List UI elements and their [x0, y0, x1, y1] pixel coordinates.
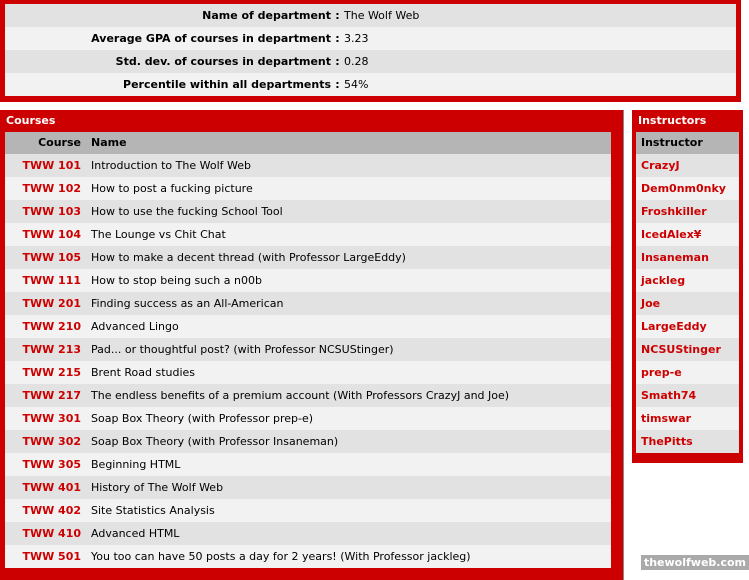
summary-row — [5, 4, 736, 27]
course-row — [5, 407, 611, 430]
course-code-link[interactable]: TWW 102 — [22, 182, 81, 195]
summary-label: Percentile within all departments — [123, 78, 331, 91]
course-code-link[interactable]: TWW 410 — [22, 527, 81, 540]
course-code-link[interactable]: TWW 105 — [22, 251, 81, 264]
course-name: Advanced Lingo — [91, 320, 179, 333]
site-watermark: thewolfweb.com — [641, 555, 749, 570]
summary-value: 54% — [344, 78, 369, 91]
course-code-link[interactable]: TWW 215 — [22, 366, 81, 379]
course-name: How to post a fucking picture — [91, 182, 253, 195]
course-name: Beginning HTML — [91, 458, 181, 471]
summary-separator: : — [335, 78, 340, 91]
instructor-link[interactable]: prep-e — [636, 361, 739, 384]
summary-label: Name of department — [202, 9, 331, 22]
summary-row — [5, 73, 736, 96]
course-row — [5, 499, 611, 522]
course-row — [5, 292, 611, 315]
course-row — [5, 522, 611, 545]
instructor-link[interactable]: Dem0nm0nky — [636, 177, 739, 200]
course-row — [5, 200, 611, 223]
instructor-link[interactable]: LargeEddy — [636, 315, 739, 338]
course-name: Site Statistics Analysis — [91, 504, 215, 517]
course-row — [5, 476, 611, 499]
summary-separator: : — [335, 9, 340, 22]
course-code-link[interactable]: TWW 210 — [22, 320, 81, 333]
summary-separator: : — [335, 55, 340, 68]
course-row — [5, 246, 611, 269]
summary-row — [5, 27, 736, 50]
course-code-link[interactable]: TWW 301 — [22, 412, 81, 425]
course-code-link[interactable]: TWW 402 — [22, 504, 81, 517]
course-code-link[interactable]: TWW 401 — [22, 481, 81, 494]
summary-row — [5, 50, 736, 73]
course-name: The Lounge vs Chit Chat — [91, 228, 226, 241]
summary-label: Std. dev. of courses in department — [115, 55, 331, 68]
courses-title: Courses — [6, 114, 56, 127]
summary-value: The Wolf Web — [344, 9, 420, 22]
summary-separator: : — [335, 32, 340, 45]
course-code-link[interactable]: TWW 305 — [22, 458, 81, 471]
instructor-link[interactable]: CrazyJ — [636, 154, 739, 177]
course-row — [5, 269, 611, 292]
instructor-link[interactable]: IcedAlex¥ — [636, 223, 739, 246]
instructor-link[interactable]: Joe — [636, 292, 739, 315]
course-name: You too can have 50 posts a day for 2 years! (With Professor jackleg) — [91, 550, 471, 563]
instructor-link[interactable]: Insaneman — [636, 246, 739, 269]
courses-panel — [0, 110, 624, 580]
course-name: Soap Box Theory (with Professor Insaneman) — [91, 435, 339, 448]
instructor-link[interactable]: Froshkiller — [636, 200, 739, 223]
instructor-link[interactable]: ThePitts — [636, 430, 739, 453]
course-name: Finding success as an All-American — [91, 297, 284, 310]
course-code-link[interactable]: TWW 104 — [22, 228, 81, 241]
course-row — [5, 384, 611, 407]
summary-value: 0.28 — [344, 55, 369, 68]
course-row — [5, 177, 611, 200]
instructors-title: Instructors — [638, 114, 707, 127]
course-row — [5, 154, 611, 177]
name-column-header: Name — [91, 136, 127, 149]
course-row — [5, 453, 611, 476]
summary-label: Average GPA of courses in department — [91, 32, 331, 45]
instructor-link[interactable]: Smath74 — [636, 384, 739, 407]
course-row — [5, 430, 611, 453]
course-name: How to make a decent thread (with Professor LargeEddy) — [91, 251, 406, 264]
course-code-link[interactable]: TWW 101 — [22, 159, 81, 172]
courses-column-header — [5, 132, 611, 154]
instructors-list — [636, 154, 739, 453]
course-name: History of The Wolf Web — [91, 481, 224, 494]
course-name: Pad... or thoughtful post? (with Professor NCSUStinger) — [91, 343, 394, 356]
instructor-link[interactable]: jackleg — [636, 269, 739, 292]
course-row — [5, 361, 611, 384]
course-name: How to use the fucking School Tool — [91, 205, 283, 218]
course-row — [5, 315, 611, 338]
instructor-link[interactable]: timswar — [636, 407, 739, 430]
course-code-link[interactable]: TWW 217 — [22, 389, 81, 402]
course-code-link[interactable]: TWW 302 — [22, 435, 81, 448]
course-code-link[interactable]: TWW 103 — [22, 205, 81, 218]
course-column-header: Course — [38, 136, 81, 149]
summary-value: 3.23 — [344, 32, 369, 45]
course-name: Brent Road studies — [91, 366, 196, 379]
department-summary — [0, 0, 741, 102]
course-name: The endless benefits of a premium account (With Professors CrazyJ and Joe) — [91, 389, 510, 402]
instructors-panel — [632, 110, 743, 463]
course-row — [5, 545, 611, 568]
instructor-link[interactable]: NCSUStinger — [636, 338, 739, 361]
summary-table — [5, 4, 736, 96]
course-row — [5, 223, 611, 246]
course-code-link[interactable]: TWW 501 — [22, 550, 81, 563]
courses-list — [5, 154, 611, 568]
course-code-link[interactable]: TWW 111 — [22, 274, 81, 287]
course-name: Soap Box Theory (with Professor prep-e) — [91, 412, 314, 425]
instructor-column-header: Instructor — [636, 132, 739, 154]
course-code-link[interactable]: TWW 201 — [22, 297, 81, 310]
course-code-link[interactable]: TWW 213 — [22, 343, 81, 356]
course-name: How to stop being such a n00b — [91, 274, 262, 287]
course-name: Advanced HTML — [91, 527, 180, 540]
course-row — [5, 338, 611, 361]
course-name: Introduction to The Wolf Web — [91, 159, 251, 172]
